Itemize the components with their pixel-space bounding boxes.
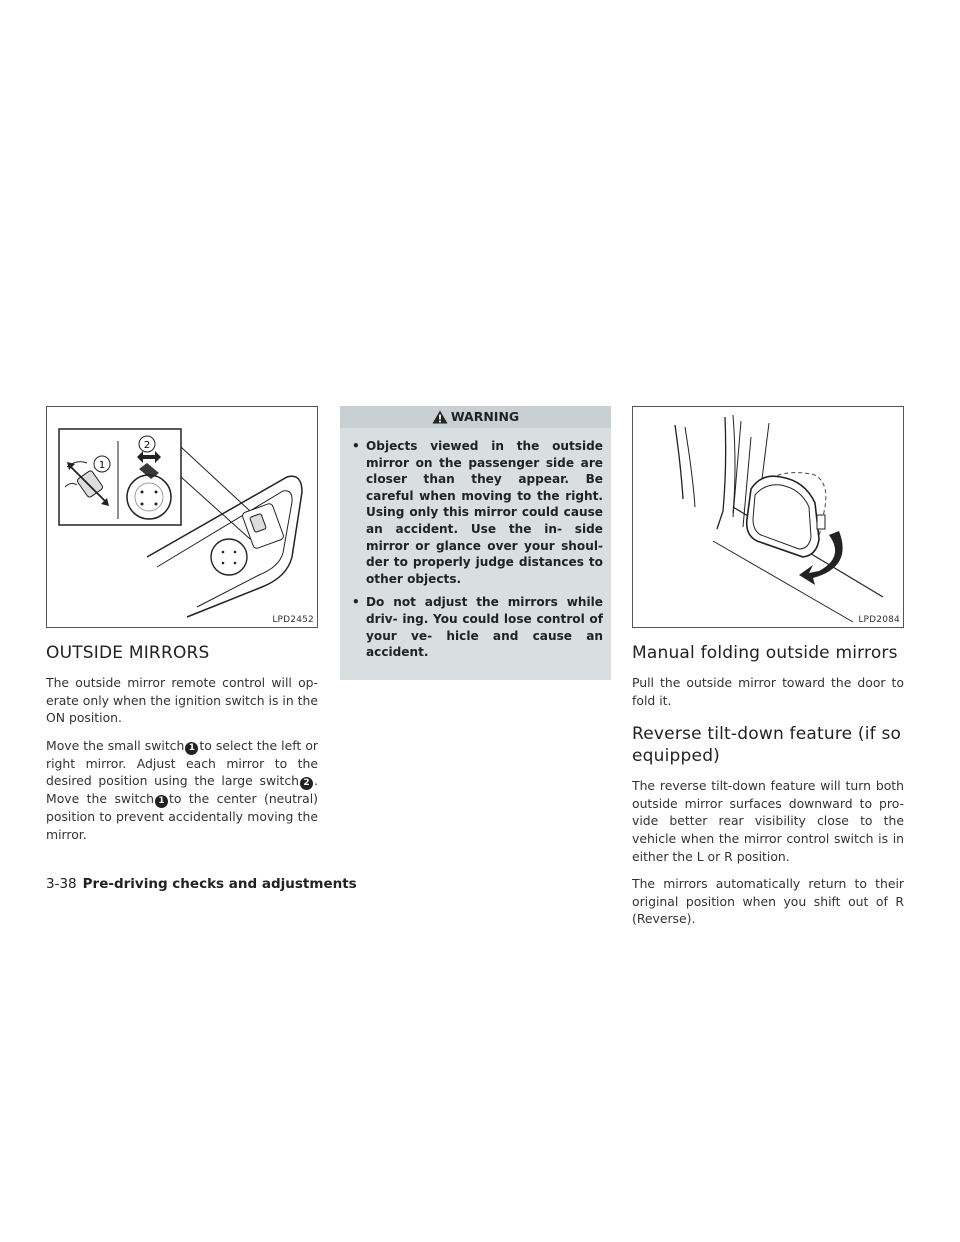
- mirror-switch-illustration: [46, 406, 318, 628]
- paragraph-switch-usage: [46, 737, 318, 844]
- figure-code: LPD2452: [272, 615, 314, 625]
- section-heading-outside-mirrors: OUTSIDE MIRRORS: [46, 643, 210, 663]
- mirror-switch-drawing: [47, 407, 317, 627]
- paragraph-remote-control: The outside mirror remote control will op- erate only when the ignition switch is in the ON position.: [46, 675, 318, 726]
- right-column: [632, 406, 904, 938]
- text-fragment: . Move the switch: [46, 773, 318, 807]
- warning-item-text: Do not adjust the mirrors while driv- ing. You could lose control of your ve- hicle and cause an accident.: [366, 595, 603, 660]
- bullet-icon: •: [352, 439, 360, 453]
- paragraph-manual-folding: Pull the outside mirror toward the door to fold it.: [632, 675, 904, 708]
- middle-column: [340, 406, 611, 680]
- section-heading-reverse-tilt: Reverse tilt-down feature (if so equipped): [632, 724, 902, 767]
- figure-code: LPD2084: [858, 615, 900, 625]
- section-heading-manual-folding: Manual folding outside mirrors: [632, 643, 898, 663]
- number-1-icon: 1: [155, 795, 168, 808]
- warning-item: [352, 594, 603, 660]
- mirror-folding-illustration: [632, 406, 904, 628]
- warning-item: [352, 438, 603, 587]
- text-fragment: to the center (neutral) position to prevent accidentally moving the mirror.: [46, 791, 318, 842]
- bullet-icon: •: [352, 595, 360, 610]
- warning-box: [340, 406, 611, 680]
- page-footer: [46, 876, 357, 892]
- text-fragment: Move the small switch: [46, 737, 185, 753]
- page-number: 3-38: [46, 876, 77, 892]
- warning-title: WARNING: [450, 409, 520, 424]
- text-fragment: to select the left or right mirror. Adjust each mirror to the desired position using the large switch: [46, 737, 318, 789]
- callout-1-label: 1: [98, 460, 106, 471]
- paragraph-auto-return: The mirrors automatically return to their original position when you shift out of R (Reverse).: [632, 876, 904, 927]
- number-2-icon: 2: [300, 777, 313, 790]
- warning-triangle-icon: [432, 410, 448, 424]
- number-1-icon: 1: [185, 742, 198, 755]
- callout-2-label: 2: [143, 440, 151, 451]
- paragraph-reverse-tilt: The reverse tilt-down feature will turn both outside mirror surfaces downward to pro- vide better rear visibility close to the vehicle when the mirror control switch is in either the L or R position.: [632, 778, 904, 864]
- warning-item-text: Objects viewed in the outside mirror on the passenger side are closer than they appear. Be careful when moving to the right. Using only this mirror could cause an accident. Use the in- side mirror or glance over your shoul- der to properly judge distances to other objects.: [366, 439, 603, 586]
- left-column: [46, 406, 318, 854]
- mirror-folding-drawing: [633, 407, 903, 627]
- warning-header: [340, 406, 611, 428]
- warning-list: [340, 438, 611, 661]
- section-title: Pre-driving checks and adjustments: [82, 876, 357, 892]
